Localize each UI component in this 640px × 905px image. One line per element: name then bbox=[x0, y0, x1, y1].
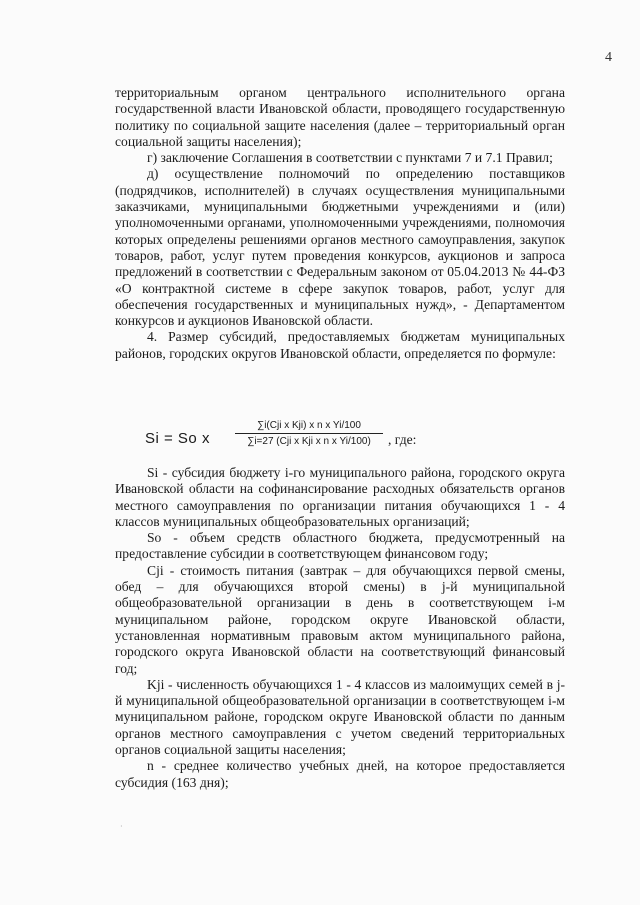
paragraph-territorial-organ: территориальным органом центрального исполнительного органа государственной власти Ивановской области, проводящего государственную политику по социальной защите населения (далее – территориальный орган социальной защиты населения); bbox=[115, 85, 565, 149]
definition-n: n - среднее количество учебных дней, на которое предоставляется субсидия (163 дня); bbox=[115, 758, 565, 790]
definition-cji: Cji - стоимость питания (завтрак – для обучающихся первой смены, обед – для обучающихся второй смены) в j-й муниципальной общеобразовательной организации в день в соответствующем i-м муниципальном районе, городском округе Ивановской области, установленная нормативным правовым актом муниципального района, городского округа Ивановской области на соответствующий финансовый год; bbox=[115, 562, 565, 676]
text-block-top bbox=[115, 85, 565, 362]
formula-numerator: ∑i(Cji x Kji) x n x Yi/100 bbox=[257, 420, 361, 431]
page-number: 4 bbox=[605, 50, 612, 65]
text-block-definitions bbox=[115, 465, 565, 791]
definition-kji: Kji - численность обучающихся 1 - 4 классов из малоимущих семей в j-й муниципальной общеобразовательной организации в соответствующем i-м муниципальном районе, городском округе Ивановской области по данным органов местного самоуправления с учетом сведений территориальных органов социальной защиты населения; bbox=[115, 676, 565, 758]
paragraph-item-d: д) осуществление полномочий по определению поставщиков (подрядчиков, исполнителей) в случаях осуществления муниципальными заказчиками, муниципальными бюджетными учреждениями и (или) уполномоченными органами, уполномоченными учреждениями, полномочия которых определены решениями органов местного самоуправления, закупок товаров, работ, услуг путем проведения конкурсов, аукционов и запроса предложений в соответствии с Федеральным законом от 05.04.2013 № 44-ФЗ «О контрактной системе в сфере закупок товаров, работ, услуг для обеспечения государственных и муниципальных нужд», - Департаментом конкурсов и аукционов Ивановской области. bbox=[115, 166, 565, 329]
formula-left-side: Si = So x bbox=[145, 430, 210, 447]
formula-fraction bbox=[233, 420, 385, 447]
scan-speck: · bbox=[120, 822, 123, 831]
formula-where: , где: bbox=[388, 432, 417, 447]
formula-denominator: ∑i=27 (Cji x Kji x n x Yi/100) bbox=[247, 436, 371, 447]
paragraph-section-4: 4. Размер субсидий, предоставляемых бюджетам муниципальных районов, городских округов Ивановской области, определяется по формуле: bbox=[115, 329, 565, 361]
definition-si: Si - субсидия бюджету i-го муниципального района, городского округа Ивановской области на софинансирование расходных обязательств органов местного самоуправления по организации питания обучающихся 1 - 4 классов муниципальных общеобразовательных организаций; bbox=[115, 465, 565, 529]
paragraph-item-g: г) заключение Соглашения в соответствии с пунктами 7 и 7.1 Правил; bbox=[147, 150, 553, 166]
definition-so: So - объем средств областного бюджета, предусмотренный на предоставление субсидии в соответствующем финансовом году; bbox=[115, 530, 565, 562]
subsidy-formula bbox=[115, 420, 565, 460]
